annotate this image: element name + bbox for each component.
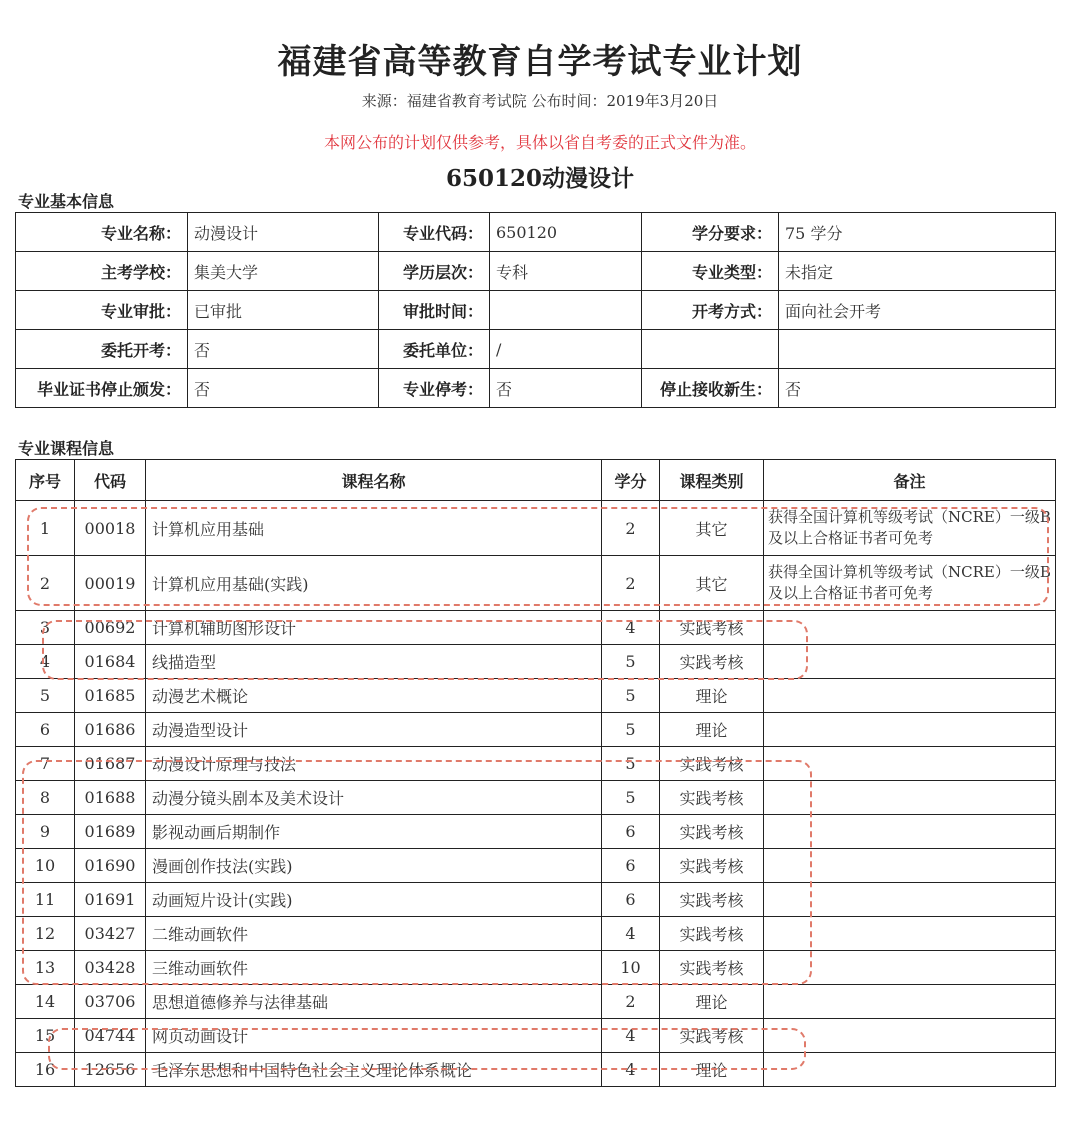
info-value: 集美大学 bbox=[188, 252, 379, 291]
course-name: 动漫设计原理与技法 bbox=[146, 747, 602, 781]
info-value: 否 bbox=[490, 369, 642, 408]
course-name: 影视动画后期制作 bbox=[146, 815, 602, 849]
course-credits: 2 bbox=[602, 556, 660, 611]
info-label: 毕业证书停止颁发： bbox=[16, 369, 188, 408]
info-row bbox=[16, 330, 1056, 369]
course-credits: 4 bbox=[602, 1019, 660, 1053]
table-row bbox=[16, 645, 1056, 679]
course-category: 实践考核 bbox=[660, 645, 764, 679]
course-remarks bbox=[764, 679, 1056, 713]
courses-section-title: 专业课程信息 bbox=[18, 439, 115, 458]
course-remarks bbox=[764, 985, 1056, 1019]
course-credits: 10 bbox=[602, 951, 660, 985]
info-row bbox=[16, 369, 1056, 408]
course-remarks bbox=[764, 951, 1056, 985]
course-remarks: 获得全国计算机等级考试（NCRE）一级B及以上合格证书者可免考 bbox=[764, 556, 1056, 611]
table-row bbox=[16, 849, 1056, 883]
course-index: 8 bbox=[16, 781, 75, 815]
course-index: 4 bbox=[16, 645, 75, 679]
course-remarks bbox=[764, 849, 1056, 883]
course-credits: 6 bbox=[602, 883, 660, 917]
course-credits: 2 bbox=[602, 985, 660, 1019]
info-label: 停止接收新生： bbox=[642, 369, 779, 408]
course-name: 动画短片设计(实践) bbox=[146, 883, 602, 917]
table-row bbox=[16, 815, 1056, 849]
course-remarks bbox=[764, 917, 1056, 951]
course-category: 实践考核 bbox=[660, 1019, 764, 1053]
info-value: 专科 bbox=[490, 252, 642, 291]
table-row bbox=[16, 883, 1056, 917]
course-category: 其它 bbox=[660, 501, 764, 556]
course-remarks bbox=[764, 645, 1056, 679]
course-code: 00018 bbox=[75, 501, 146, 556]
course-category: 实践考核 bbox=[660, 747, 764, 781]
courses-header-row bbox=[16, 460, 1056, 501]
course-credits: 5 bbox=[602, 645, 660, 679]
info-row bbox=[16, 291, 1056, 330]
course-credits: 4 bbox=[602, 917, 660, 951]
course-remarks bbox=[764, 611, 1056, 645]
course-code: 00692 bbox=[75, 611, 146, 645]
course-code: 01689 bbox=[75, 815, 146, 849]
info-label: 委托开考： bbox=[16, 330, 188, 369]
course-index: 13 bbox=[16, 951, 75, 985]
info-label: 专业停考： bbox=[379, 369, 490, 408]
course-index: 6 bbox=[16, 713, 75, 747]
course-index: 9 bbox=[16, 815, 75, 849]
course-index: 12 bbox=[16, 917, 75, 951]
course-category: 实践考核 bbox=[660, 781, 764, 815]
course-code: 01686 bbox=[75, 713, 146, 747]
info-row bbox=[16, 213, 1056, 252]
course-remarks bbox=[764, 747, 1056, 781]
course-code: 03428 bbox=[75, 951, 146, 985]
course-credits: 6 bbox=[602, 849, 660, 883]
header-category: 课程类别 bbox=[660, 460, 764, 501]
course-category: 其它 bbox=[660, 556, 764, 611]
courses-table bbox=[15, 459, 1056, 1087]
header-code: 代码 bbox=[75, 460, 146, 501]
course-category: 实践考核 bbox=[660, 849, 764, 883]
course-name: 动漫分镜头剧本及美术设计 bbox=[146, 781, 602, 815]
course-name: 线描造型 bbox=[146, 645, 602, 679]
course-code: 03706 bbox=[75, 985, 146, 1019]
basic-info-section-title: 专业基本信息 bbox=[18, 192, 115, 211]
course-name: 动漫艺术概论 bbox=[146, 679, 602, 713]
course-index: 10 bbox=[16, 849, 75, 883]
course-code: 04744 bbox=[75, 1019, 146, 1053]
course-code: 01687 bbox=[75, 747, 146, 781]
info-value: 未指定 bbox=[779, 252, 1056, 291]
table-row bbox=[16, 951, 1056, 985]
info-label: 审批时间： bbox=[379, 291, 490, 330]
course-code: 03427 bbox=[75, 917, 146, 951]
course-credits: 5 bbox=[602, 781, 660, 815]
table-row bbox=[16, 747, 1056, 781]
table-row bbox=[16, 556, 1056, 611]
course-category: 理论 bbox=[660, 1053, 764, 1087]
course-remarks: 获得全国计算机等级考试（NCRE）一级B及以上合格证书者可免考 bbox=[764, 501, 1056, 556]
header-remarks: 备注 bbox=[764, 460, 1056, 501]
header-course-name: 课程名称 bbox=[146, 460, 602, 501]
course-name: 计算机辅助图形设计 bbox=[146, 611, 602, 645]
course-name: 毛泽东思想和中国特色社会主义理论体系概论 bbox=[146, 1053, 602, 1087]
info-label: 专业名称： bbox=[16, 213, 188, 252]
info-value: 否 bbox=[779, 369, 1056, 408]
info-value: 动漫设计 bbox=[188, 213, 379, 252]
course-category: 实践考核 bbox=[660, 951, 764, 985]
course-index: 7 bbox=[16, 747, 75, 781]
course-credits: 4 bbox=[602, 611, 660, 645]
course-code: 12656 bbox=[75, 1053, 146, 1087]
course-code: 01691 bbox=[75, 883, 146, 917]
info-label: 学历层次： bbox=[379, 252, 490, 291]
table-row bbox=[16, 985, 1056, 1019]
course-category: 实践考核 bbox=[660, 917, 764, 951]
header-index: 序号 bbox=[16, 460, 75, 501]
course-code: 01690 bbox=[75, 849, 146, 883]
major-heading: 650120动漫设计 bbox=[445, 165, 635, 192]
course-name: 计算机应用基础(实践) bbox=[146, 556, 602, 611]
source-line: 来源：福建省教育考试院 公布时间：2019年3月20日 bbox=[361, 92, 719, 110]
notice-text: 本网公布的计划仅供参考，具体以省自考委的正式文件为准。 bbox=[323, 133, 756, 152]
info-value: 75 学分 bbox=[779, 213, 1056, 252]
course-category: 实践考核 bbox=[660, 815, 764, 849]
course-credits: 6 bbox=[602, 815, 660, 849]
course-name: 网页动画设计 bbox=[146, 1019, 602, 1053]
course-credits: 4 bbox=[602, 1053, 660, 1087]
info-label: 专业审批： bbox=[16, 291, 188, 330]
info-label: 主考学校： bbox=[16, 252, 188, 291]
info-value: / bbox=[490, 330, 642, 369]
info-label: 专业类型： bbox=[642, 252, 779, 291]
course-index: 5 bbox=[16, 679, 75, 713]
course-index: 1 bbox=[16, 501, 75, 556]
info-label: 学分要求： bbox=[642, 213, 779, 252]
course-category: 理论 bbox=[660, 713, 764, 747]
info-label: 专业代码： bbox=[379, 213, 490, 252]
info-value: 面向社会开考 bbox=[779, 291, 1056, 330]
table-row bbox=[16, 713, 1056, 747]
course-remarks bbox=[764, 1053, 1056, 1087]
course-index: 11 bbox=[16, 883, 75, 917]
course-credits: 5 bbox=[602, 679, 660, 713]
course-code: 00019 bbox=[75, 556, 146, 611]
course-category: 实践考核 bbox=[660, 611, 764, 645]
table-row bbox=[16, 781, 1056, 815]
table-row bbox=[16, 611, 1056, 645]
course-remarks bbox=[764, 713, 1056, 747]
course-index: 3 bbox=[16, 611, 75, 645]
table-row bbox=[16, 917, 1056, 951]
course-code: 01688 bbox=[75, 781, 146, 815]
course-index: 15 bbox=[16, 1019, 75, 1053]
course-category: 理论 bbox=[660, 679, 764, 713]
course-credits: 5 bbox=[602, 713, 660, 747]
header-credits: 学分 bbox=[602, 460, 660, 501]
info-value: 650120 bbox=[490, 213, 642, 252]
info-value: 否 bbox=[188, 330, 379, 369]
info-value bbox=[779, 330, 1056, 369]
course-name: 动漫造型设计 bbox=[146, 713, 602, 747]
info-value: 已审批 bbox=[188, 291, 379, 330]
course-remarks bbox=[764, 1019, 1056, 1053]
info-label: 开考方式： bbox=[642, 291, 779, 330]
page-title: 福建省高等教育自学考试专业计划 bbox=[277, 42, 803, 82]
course-credits: 2 bbox=[602, 501, 660, 556]
info-row bbox=[16, 252, 1056, 291]
course-name: 二维动画软件 bbox=[146, 917, 602, 951]
course-name: 思想道德修养与法律基础 bbox=[146, 985, 602, 1019]
table-row bbox=[16, 679, 1056, 713]
basic-info-table bbox=[15, 212, 1056, 408]
course-category: 理论 bbox=[660, 985, 764, 1019]
course-name: 三维动画软件 bbox=[146, 951, 602, 985]
table-row bbox=[16, 1053, 1056, 1087]
info-label: 委托单位： bbox=[379, 330, 490, 369]
table-row bbox=[16, 501, 1056, 556]
course-credits: 5 bbox=[602, 747, 660, 781]
course-category: 实践考核 bbox=[660, 883, 764, 917]
table-row bbox=[16, 1019, 1056, 1053]
info-value bbox=[490, 291, 642, 330]
course-code: 01685 bbox=[75, 679, 146, 713]
course-index: 2 bbox=[16, 556, 75, 611]
course-remarks bbox=[764, 781, 1056, 815]
course-name: 漫画创作技法(实践) bbox=[146, 849, 602, 883]
course-index: 14 bbox=[16, 985, 75, 1019]
course-name: 计算机应用基础 bbox=[146, 501, 602, 556]
info-value: 否 bbox=[188, 369, 379, 408]
course-remarks bbox=[764, 883, 1056, 917]
course-code: 01684 bbox=[75, 645, 146, 679]
course-index: 16 bbox=[16, 1053, 75, 1087]
info-label bbox=[642, 330, 779, 369]
course-remarks bbox=[764, 815, 1056, 849]
